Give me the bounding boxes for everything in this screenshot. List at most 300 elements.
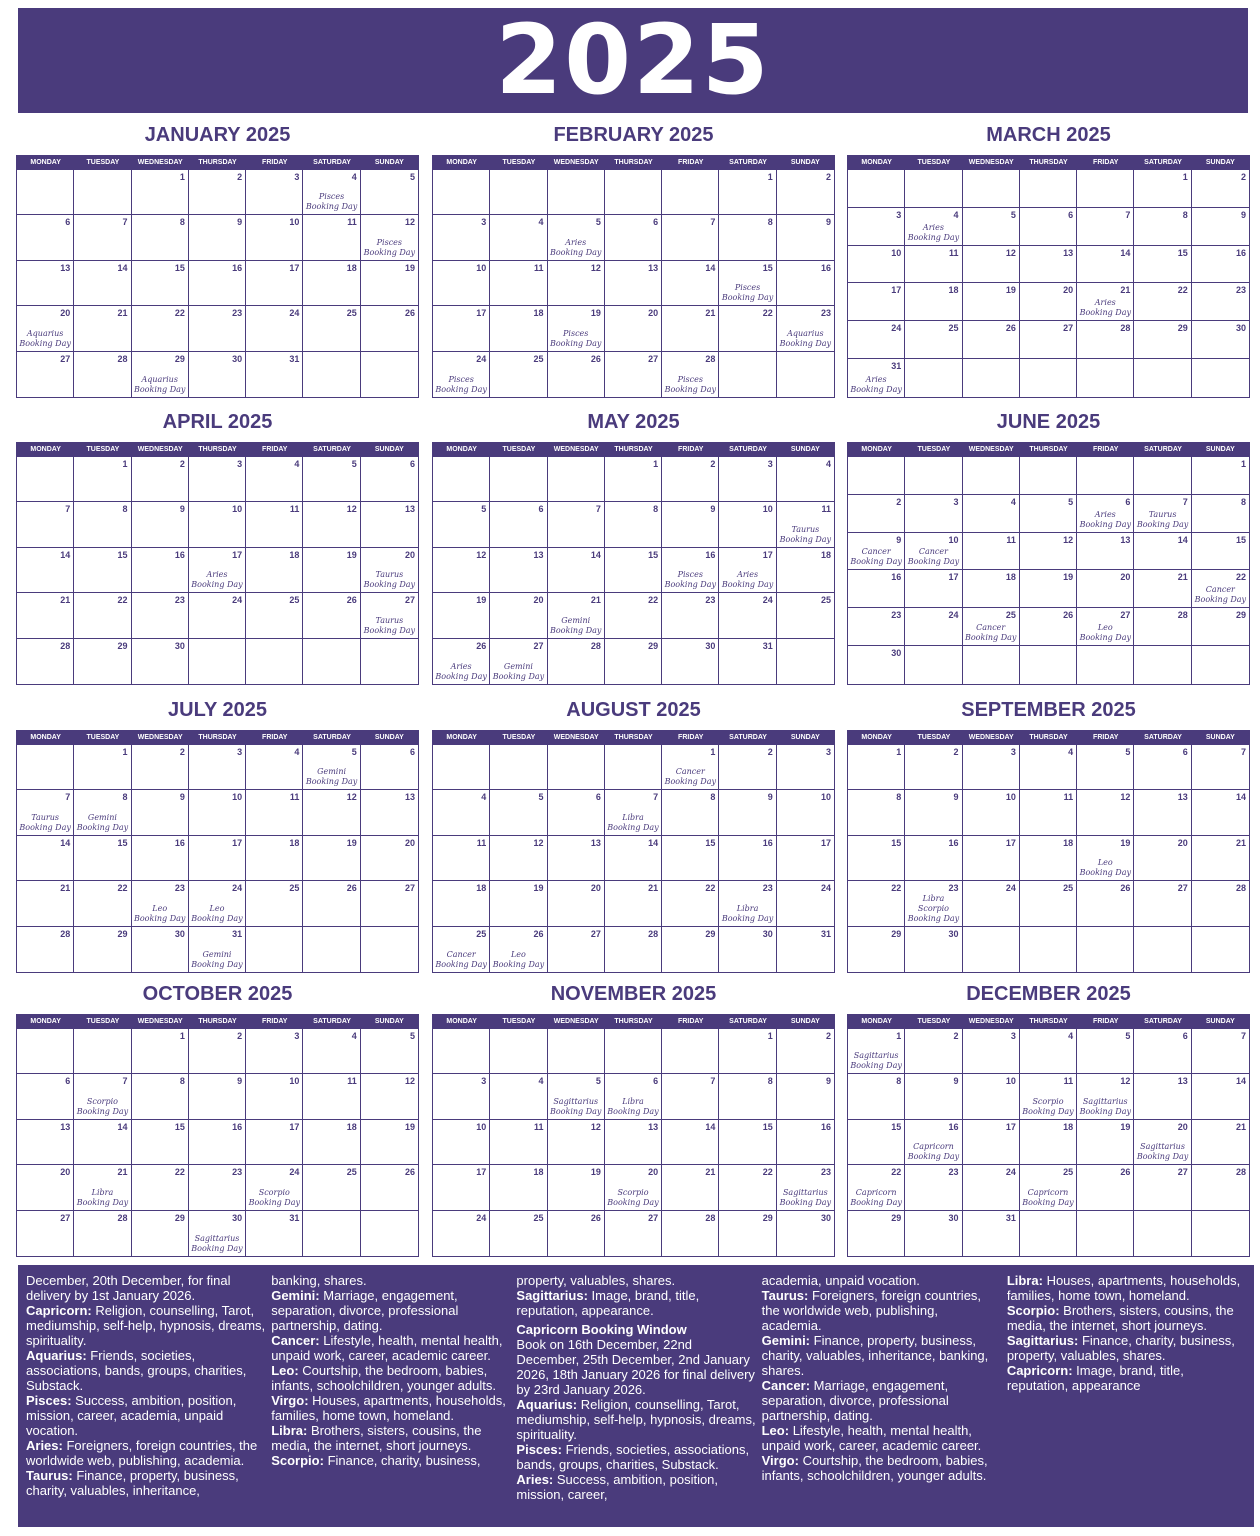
day-cell[interactable] (1134, 1029, 1191, 1074)
day-cell[interactable] (189, 881, 246, 926)
day-cell[interactable] (361, 352, 418, 397)
day-cell[interactable] (361, 927, 418, 972)
day-cell[interactable] (1134, 495, 1191, 533)
day-cell[interactable] (548, 1029, 605, 1074)
day-cell[interactable] (1020, 1074, 1077, 1119)
day-cell[interactable] (1192, 1165, 1249, 1210)
day-cell[interactable] (1192, 1074, 1249, 1119)
day-cell[interactable] (1134, 283, 1191, 321)
day-cell[interactable] (605, 927, 662, 972)
day-cell[interactable] (246, 457, 303, 502)
day-cell[interactable] (548, 502, 605, 547)
day-cell[interactable] (1134, 745, 1191, 790)
day-cell[interactable] (662, 170, 719, 215)
day-cell[interactable] (905, 570, 962, 608)
day-cell[interactable] (189, 790, 246, 835)
day-cell[interactable] (1192, 533, 1249, 571)
day-cell[interactable] (433, 306, 490, 351)
day-cell[interactable] (1134, 836, 1191, 881)
day-cell[interactable] (548, 881, 605, 926)
day-cell[interactable] (605, 745, 662, 790)
day-cell[interactable] (1020, 170, 1077, 208)
day-cell[interactable] (303, 1074, 360, 1119)
day-cell[interactable] (433, 1074, 490, 1119)
day-cell[interactable] (361, 215, 418, 260)
day-cell[interactable] (132, 881, 189, 926)
day-cell[interactable] (1077, 881, 1134, 926)
day-cell[interactable] (361, 881, 418, 926)
day-cell[interactable] (1192, 170, 1249, 208)
day-cell[interactable] (905, 457, 962, 495)
day-cell[interactable] (17, 1120, 74, 1165)
day-cell[interactable] (433, 1120, 490, 1165)
day-cell[interactable] (605, 1120, 662, 1165)
day-cell[interactable] (74, 1074, 131, 1119)
day-cell[interactable] (963, 246, 1020, 284)
day-cell[interactable] (848, 608, 905, 646)
day-cell[interactable] (1020, 283, 1077, 321)
day-cell[interactable] (848, 927, 905, 972)
day-cell[interactable] (662, 881, 719, 926)
day-cell[interactable] (189, 1074, 246, 1119)
day-cell[interactable] (1134, 533, 1191, 571)
day-cell[interactable] (719, 927, 776, 972)
day-cell[interactable] (1192, 1029, 1249, 1074)
day-cell[interactable] (189, 927, 246, 972)
day-cell[interactable] (905, 283, 962, 321)
day-cell[interactable] (303, 927, 360, 972)
day-cell[interactable] (433, 745, 490, 790)
day-cell[interactable] (1134, 790, 1191, 835)
day-cell[interactable] (303, 745, 360, 790)
day-cell[interactable] (490, 745, 547, 790)
day-cell[interactable] (74, 306, 131, 351)
day-cell[interactable] (1192, 608, 1249, 646)
day-cell[interactable] (963, 1211, 1020, 1256)
day-cell[interactable] (74, 836, 131, 881)
day-cell[interactable] (719, 457, 776, 502)
day-cell[interactable] (74, 593, 131, 638)
day-cell[interactable] (132, 548, 189, 593)
day-cell[interactable] (905, 881, 962, 926)
day-cell[interactable] (433, 457, 490, 502)
day-cell[interactable] (848, 321, 905, 359)
day-cell[interactable] (719, 639, 776, 684)
day-cell[interactable] (74, 1120, 131, 1165)
day-cell[interactable] (777, 457, 834, 502)
day-cell[interactable] (719, 1120, 776, 1165)
day-cell[interactable] (848, 495, 905, 533)
day-cell[interactable] (490, 790, 547, 835)
day-cell[interactable] (1077, 1074, 1134, 1119)
day-cell[interactable] (1134, 1120, 1191, 1165)
day-cell[interactable] (433, 1029, 490, 1074)
day-cell[interactable] (963, 208, 1020, 246)
day-cell[interactable] (1077, 457, 1134, 495)
day-cell[interactable] (490, 170, 547, 215)
day-cell[interactable] (662, 1211, 719, 1256)
day-cell[interactable] (246, 639, 303, 684)
day-cell[interactable] (662, 215, 719, 260)
day-cell[interactable] (189, 745, 246, 790)
day-cell[interactable] (361, 1120, 418, 1165)
day-cell[interactable] (1077, 208, 1134, 246)
day-cell[interactable] (605, 836, 662, 881)
day-cell[interactable] (1077, 836, 1134, 881)
day-cell[interactable] (1020, 608, 1077, 646)
day-cell[interactable] (963, 170, 1020, 208)
day-cell[interactable] (777, 261, 834, 306)
day-cell[interactable] (1020, 570, 1077, 608)
day-cell[interactable] (246, 836, 303, 881)
day-cell[interactable] (662, 1120, 719, 1165)
day-cell[interactable] (303, 593, 360, 638)
day-cell[interactable] (1077, 927, 1134, 972)
day-cell[interactable] (74, 502, 131, 547)
day-cell[interactable] (189, 170, 246, 215)
day-cell[interactable] (246, 593, 303, 638)
day-cell[interactable] (189, 352, 246, 397)
day-cell[interactable] (963, 495, 1020, 533)
day-cell[interactable] (303, 790, 360, 835)
day-cell[interactable] (361, 1165, 418, 1210)
day-cell[interactable] (132, 790, 189, 835)
day-cell[interactable] (905, 321, 962, 359)
day-cell[interactable] (719, 261, 776, 306)
day-cell[interactable] (433, 639, 490, 684)
day-cell[interactable] (905, 359, 962, 397)
day-cell[interactable] (189, 639, 246, 684)
day-cell[interactable] (777, 1074, 834, 1119)
day-cell[interactable] (74, 639, 131, 684)
day-cell[interactable] (74, 457, 131, 502)
day-cell[interactable] (490, 836, 547, 881)
day-cell[interactable] (132, 457, 189, 502)
day-cell[interactable] (189, 215, 246, 260)
day-cell[interactable] (662, 639, 719, 684)
day-cell[interactable] (777, 927, 834, 972)
day-cell[interactable] (662, 502, 719, 547)
day-cell[interactable] (605, 881, 662, 926)
day-cell[interactable] (905, 927, 962, 972)
day-cell[interactable] (1192, 321, 1249, 359)
day-cell[interactable] (132, 306, 189, 351)
day-cell[interactable] (662, 593, 719, 638)
day-cell[interactable] (548, 1074, 605, 1119)
day-cell[interactable] (433, 502, 490, 547)
day-cell[interactable] (548, 927, 605, 972)
day-cell[interactable] (1077, 1120, 1134, 1165)
day-cell[interactable] (1134, 321, 1191, 359)
day-cell[interactable] (17, 352, 74, 397)
day-cell[interactable] (246, 1029, 303, 1074)
day-cell[interactable] (1192, 927, 1249, 972)
day-cell[interactable] (433, 170, 490, 215)
day-cell[interactable] (74, 790, 131, 835)
day-cell[interactable] (361, 457, 418, 502)
day-cell[interactable] (605, 1074, 662, 1119)
day-cell[interactable] (662, 352, 719, 397)
day-cell[interactable] (963, 1074, 1020, 1119)
day-cell[interactable] (303, 639, 360, 684)
day-cell[interactable] (1192, 646, 1249, 684)
day-cell[interactable] (848, 1211, 905, 1256)
day-cell[interactable] (74, 215, 131, 260)
day-cell[interactable] (132, 1074, 189, 1119)
day-cell[interactable] (1077, 745, 1134, 790)
day-cell[interactable] (777, 170, 834, 215)
day-cell[interactable] (303, 352, 360, 397)
day-cell[interactable] (1192, 246, 1249, 284)
day-cell[interactable] (662, 548, 719, 593)
day-cell[interactable] (303, 836, 360, 881)
day-cell[interactable] (777, 1165, 834, 1210)
day-cell[interactable] (1020, 927, 1077, 972)
day-cell[interactable] (246, 881, 303, 926)
day-cell[interactable] (490, 1211, 547, 1256)
day-cell[interactable] (719, 836, 776, 881)
day-cell[interactable] (1134, 208, 1191, 246)
day-cell[interactable] (777, 502, 834, 547)
day-cell[interactable] (132, 1211, 189, 1256)
day-cell[interactable] (605, 261, 662, 306)
day-cell[interactable] (1134, 608, 1191, 646)
day-cell[interactable] (17, 639, 74, 684)
day-cell[interactable] (905, 1211, 962, 1256)
day-cell[interactable] (605, 790, 662, 835)
day-cell[interactable] (1077, 359, 1134, 397)
day-cell[interactable] (1192, 457, 1249, 495)
day-cell[interactable] (361, 593, 418, 638)
day-cell[interactable] (1020, 790, 1077, 835)
day-cell[interactable] (905, 1029, 962, 1074)
day-cell[interactable] (605, 306, 662, 351)
day-cell[interactable] (963, 359, 1020, 397)
day-cell[interactable] (1077, 246, 1134, 284)
day-cell[interactable] (433, 215, 490, 260)
day-cell[interactable] (662, 1029, 719, 1074)
day-cell[interactable] (777, 1211, 834, 1256)
day-cell[interactable] (605, 593, 662, 638)
day-cell[interactable] (246, 548, 303, 593)
day-cell[interactable] (303, 170, 360, 215)
day-cell[interactable] (1077, 608, 1134, 646)
day-cell[interactable] (548, 836, 605, 881)
day-cell[interactable] (74, 170, 131, 215)
day-cell[interactable] (848, 881, 905, 926)
day-cell[interactable] (1020, 495, 1077, 533)
day-cell[interactable] (303, 215, 360, 260)
day-cell[interactable] (132, 215, 189, 260)
day-cell[interactable] (361, 790, 418, 835)
day-cell[interactable] (433, 261, 490, 306)
day-cell[interactable] (74, 745, 131, 790)
day-cell[interactable] (74, 352, 131, 397)
day-cell[interactable] (17, 1029, 74, 1074)
day-cell[interactable] (361, 836, 418, 881)
day-cell[interactable] (777, 306, 834, 351)
day-cell[interactable] (17, 593, 74, 638)
day-cell[interactable] (74, 261, 131, 306)
day-cell[interactable] (905, 836, 962, 881)
day-cell[interactable] (74, 881, 131, 926)
day-cell[interactable] (490, 1029, 547, 1074)
day-cell[interactable] (662, 261, 719, 306)
day-cell[interactable] (246, 1211, 303, 1256)
day-cell[interactable] (848, 1120, 905, 1165)
day-cell[interactable] (433, 1211, 490, 1256)
day-cell[interactable] (963, 1165, 1020, 1210)
day-cell[interactable] (548, 1165, 605, 1210)
day-cell[interactable] (361, 639, 418, 684)
day-cell[interactable] (433, 881, 490, 926)
day-cell[interactable] (905, 246, 962, 284)
day-cell[interactable] (246, 215, 303, 260)
day-cell[interactable] (662, 306, 719, 351)
day-cell[interactable] (189, 548, 246, 593)
day-cell[interactable] (74, 927, 131, 972)
day-cell[interactable] (548, 1211, 605, 1256)
day-cell[interactable] (1134, 1211, 1191, 1256)
day-cell[interactable] (74, 1211, 131, 1256)
day-cell[interactable] (905, 1165, 962, 1210)
day-cell[interactable] (719, 548, 776, 593)
day-cell[interactable] (605, 215, 662, 260)
day-cell[interactable] (662, 1165, 719, 1210)
day-cell[interactable] (303, 457, 360, 502)
day-cell[interactable] (662, 1074, 719, 1119)
day-cell[interactable] (548, 548, 605, 593)
day-cell[interactable] (1077, 790, 1134, 835)
day-cell[interactable] (1020, 1029, 1077, 1074)
day-cell[interactable] (17, 306, 74, 351)
day-cell[interactable] (963, 321, 1020, 359)
day-cell[interactable] (361, 1074, 418, 1119)
day-cell[interactable] (1020, 208, 1077, 246)
day-cell[interactable] (1077, 495, 1134, 533)
day-cell[interactable] (848, 836, 905, 881)
day-cell[interactable] (490, 639, 547, 684)
day-cell[interactable] (361, 1211, 418, 1256)
day-cell[interactable] (719, 502, 776, 547)
day-cell[interactable] (777, 790, 834, 835)
day-cell[interactable] (1134, 457, 1191, 495)
day-cell[interactable] (1077, 1211, 1134, 1256)
day-cell[interactable] (605, 352, 662, 397)
day-cell[interactable] (905, 1120, 962, 1165)
day-cell[interactable] (246, 502, 303, 547)
day-cell[interactable] (848, 745, 905, 790)
day-cell[interactable] (905, 790, 962, 835)
day-cell[interactable] (303, 1120, 360, 1165)
day-cell[interactable] (189, 1029, 246, 1074)
day-cell[interactable] (433, 548, 490, 593)
day-cell[interactable] (548, 593, 605, 638)
day-cell[interactable] (490, 352, 547, 397)
day-cell[interactable] (1134, 881, 1191, 926)
day-cell[interactable] (303, 1029, 360, 1074)
day-cell[interactable] (548, 1120, 605, 1165)
day-cell[interactable] (1134, 646, 1191, 684)
day-cell[interactable] (548, 215, 605, 260)
day-cell[interactable] (848, 570, 905, 608)
day-cell[interactable] (433, 927, 490, 972)
day-cell[interactable] (963, 646, 1020, 684)
day-cell[interactable] (905, 608, 962, 646)
day-cell[interactable] (433, 352, 490, 397)
day-cell[interactable] (719, 352, 776, 397)
day-cell[interactable] (905, 170, 962, 208)
day-cell[interactable] (1077, 170, 1134, 208)
day-cell[interactable] (548, 457, 605, 502)
day-cell[interactable] (1077, 1029, 1134, 1074)
day-cell[interactable] (17, 1211, 74, 1256)
day-cell[interactable] (17, 1074, 74, 1119)
day-cell[interactable] (777, 836, 834, 881)
day-cell[interactable] (246, 306, 303, 351)
day-cell[interactable] (719, 170, 776, 215)
day-cell[interactable] (132, 502, 189, 547)
day-cell[interactable] (1192, 836, 1249, 881)
day-cell[interactable] (17, 215, 74, 260)
day-cell[interactable] (490, 457, 547, 502)
day-cell[interactable] (963, 1029, 1020, 1074)
day-cell[interactable] (17, 881, 74, 926)
day-cell[interactable] (777, 881, 834, 926)
day-cell[interactable] (605, 457, 662, 502)
day-cell[interactable] (303, 881, 360, 926)
day-cell[interactable] (246, 261, 303, 306)
day-cell[interactable] (605, 170, 662, 215)
day-cell[interactable] (605, 548, 662, 593)
day-cell[interactable] (433, 1165, 490, 1210)
day-cell[interactable] (1077, 533, 1134, 571)
day-cell[interactable] (361, 1029, 418, 1074)
day-cell[interactable] (848, 246, 905, 284)
day-cell[interactable] (905, 533, 962, 571)
day-cell[interactable] (605, 639, 662, 684)
day-cell[interactable] (963, 608, 1020, 646)
day-cell[interactable] (905, 208, 962, 246)
day-cell[interactable] (189, 1120, 246, 1165)
day-cell[interactable] (963, 790, 1020, 835)
day-cell[interactable] (719, 1029, 776, 1074)
day-cell[interactable] (777, 548, 834, 593)
day-cell[interactable] (662, 836, 719, 881)
day-cell[interactable] (17, 457, 74, 502)
day-cell[interactable] (1077, 646, 1134, 684)
day-cell[interactable] (719, 1074, 776, 1119)
day-cell[interactable] (848, 646, 905, 684)
day-cell[interactable] (490, 593, 547, 638)
day-cell[interactable] (719, 306, 776, 351)
day-cell[interactable] (719, 215, 776, 260)
day-cell[interactable] (548, 170, 605, 215)
day-cell[interactable] (246, 1074, 303, 1119)
day-cell[interactable] (719, 881, 776, 926)
day-cell[interactable] (189, 261, 246, 306)
day-cell[interactable] (17, 1165, 74, 1210)
day-cell[interactable] (1020, 321, 1077, 359)
day-cell[interactable] (905, 745, 962, 790)
day-cell[interactable] (963, 533, 1020, 571)
day-cell[interactable] (490, 261, 547, 306)
day-cell[interactable] (490, 215, 547, 260)
day-cell[interactable] (132, 352, 189, 397)
day-cell[interactable] (1134, 170, 1191, 208)
day-cell[interactable] (719, 790, 776, 835)
day-cell[interactable] (490, 1074, 547, 1119)
